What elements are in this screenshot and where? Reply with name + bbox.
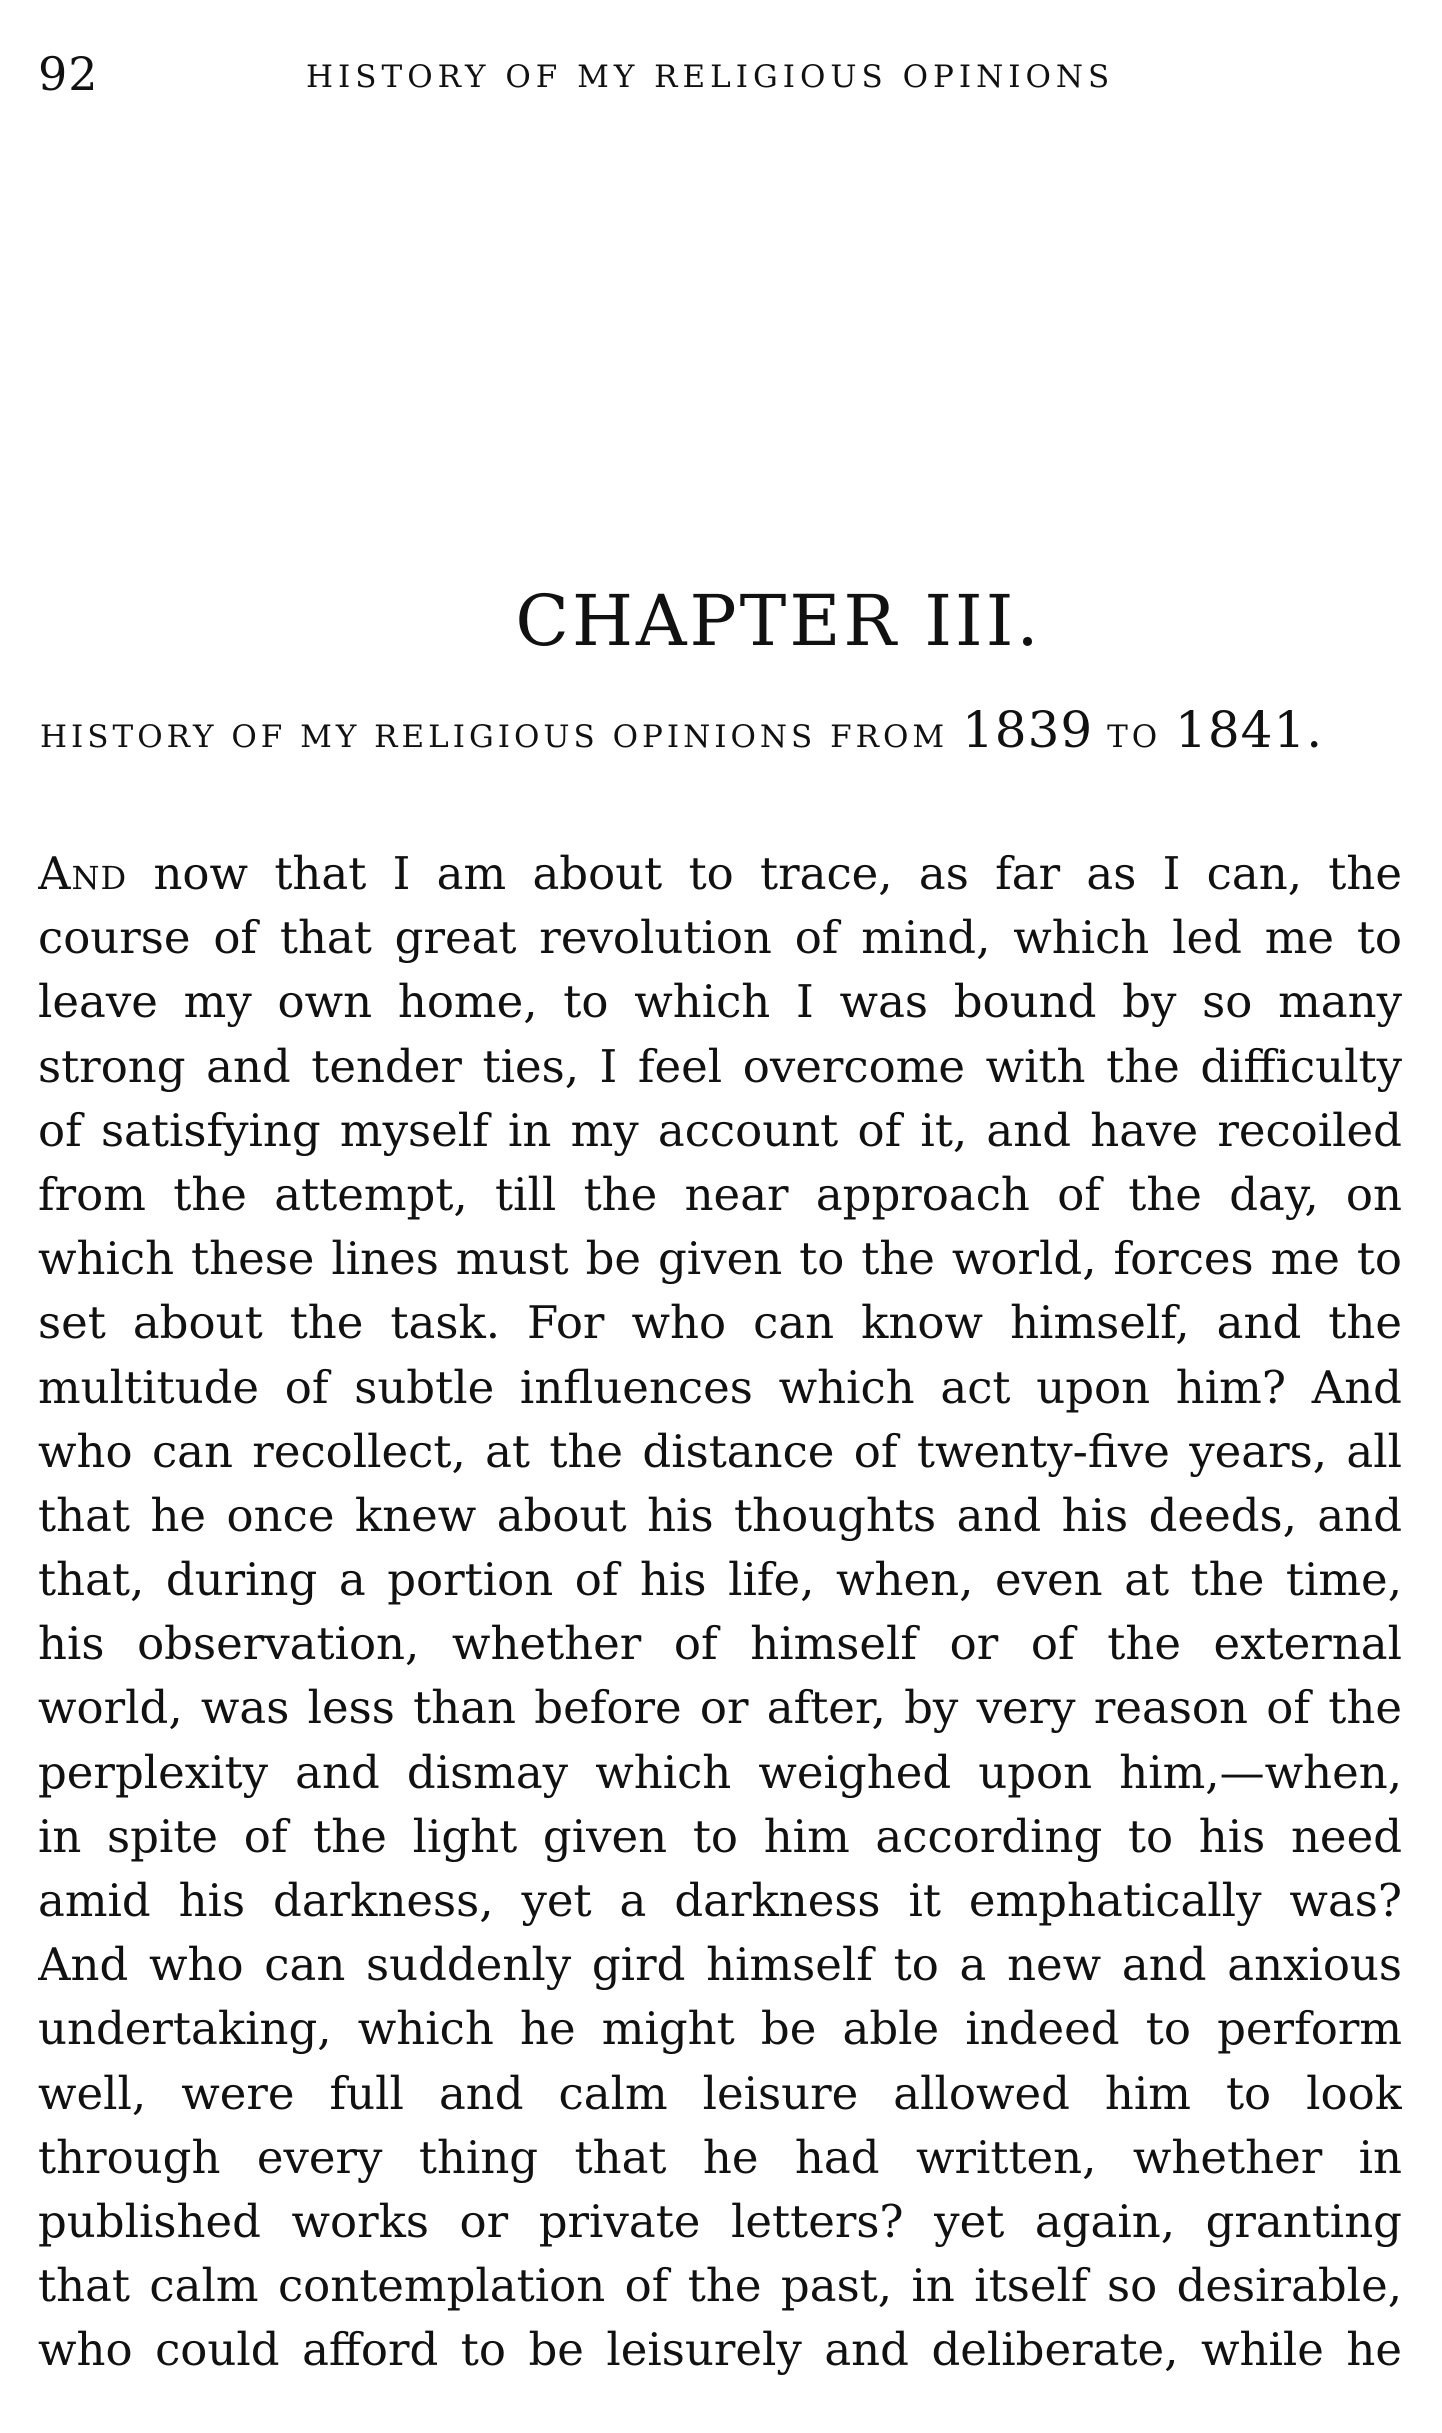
chapter-subtitle-text: HISTORY OF MY RELIGIOUS OPINIONS FROM xyxy=(40,719,949,755)
text-line: in spite of the light given to him according to his need xyxy=(38,1809,1402,1863)
text-line: that calm contemplation of the past, in itself so desirable, xyxy=(38,2259,1402,2313)
text-line: multitude of subtle influences which act upon him? And xyxy=(38,1360,1402,1414)
chapter-title: CHAPTER III. xyxy=(515,580,1042,662)
text-line: who can recollect, at the distance of twenty-five years, all xyxy=(38,1424,1402,1478)
text-line: amid his darkness, yet a darkness it emphatically was? xyxy=(38,1874,1402,1927)
text-line: published works or private letters? yet again, granting xyxy=(38,2194,1402,2248)
text-line: which these lines must be given to the world, forces me to xyxy=(38,1232,1402,1286)
text-line: that, during a portion of his life, when, even at the time, xyxy=(38,1553,1402,1607)
chapter-subtitle-to: TO xyxy=(1107,719,1162,755)
text-line-content: now that I am about to trace, as far as I can, the xyxy=(153,847,1402,900)
text-line: leave my own home, to which I was bound by so many xyxy=(38,975,1402,1029)
opening-word: And xyxy=(38,847,128,900)
text-line: that he once knew about his thoughts and his deeds, and xyxy=(38,1488,1402,1542)
running-title: HISTORY OF MY RELIGIOUS OPINIONS xyxy=(306,59,1115,95)
text-line: strong and tender ties, I feel overcome with the difficulty xyxy=(38,1039,1402,1093)
text-line: undertaking, which he might be able indeed to perform xyxy=(38,2002,1402,2056)
text-line: world, was less than before or after, by very reason of the xyxy=(38,1681,1402,1735)
text-line xyxy=(38,842,1402,906)
running-head xyxy=(38,44,1404,104)
text-line: perplexity and dismay which weighed upon him,—when, xyxy=(38,1745,1402,1799)
text-line: who could afford to be leisurely and deliberate, while he xyxy=(38,2323,1402,2377)
text-line: from the attempt, till the near approach of the day, on xyxy=(38,1167,1402,1221)
text-line: his observation, whether of himself or of the external xyxy=(38,1617,1402,1671)
text-line: set about the task. For who can know himself, and the xyxy=(38,1296,1402,1350)
text-line: well, were full and calm leisure allowed him to look xyxy=(38,2066,1402,2120)
page-number: 92 xyxy=(38,47,99,101)
chapter-subtitle xyxy=(40,700,1406,767)
body-text xyxy=(38,842,1402,2383)
text-line: of satisfying myself in my account of it, and have recoiled xyxy=(38,1103,1402,1157)
chapter-year-end: 1841. xyxy=(1175,701,1324,759)
text-line: course of that great revolution of mind, which led me to xyxy=(38,911,1402,965)
text-line: through every thing that he had written, whether in xyxy=(38,2130,1402,2184)
chapter-year-start: 1839 xyxy=(961,701,1094,759)
text-line: And who can suddenly gird himself to a new and anxious xyxy=(38,1938,1402,1992)
